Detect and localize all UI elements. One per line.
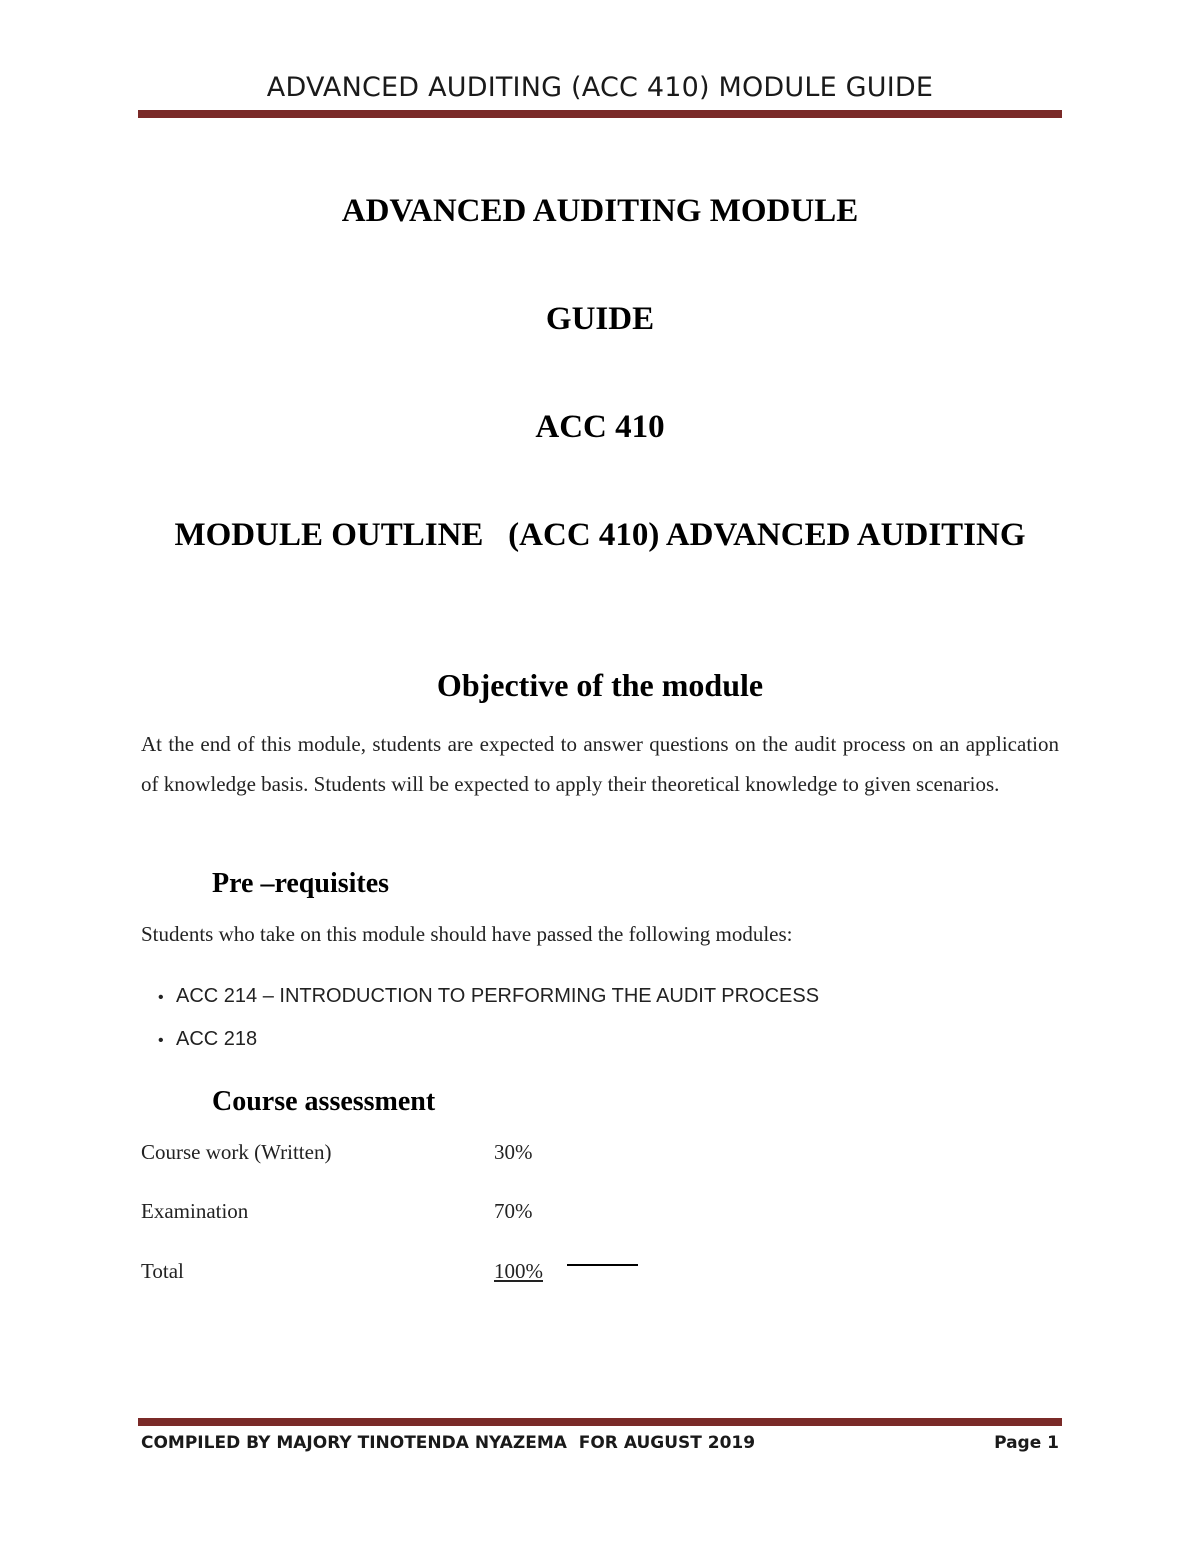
document-header-title: ADVANCED AUDITING (ACC 410) MODULE GUIDE xyxy=(266,72,934,103)
objective-heading: Objective of the module xyxy=(436,667,764,703)
footer-divider xyxy=(138,1418,1062,1426)
assessment-label: Examination xyxy=(141,1199,249,1223)
assessment-label: Total xyxy=(141,1259,184,1283)
module-outline-title: MODULE OUTLINE (ACC 410) ADVANCED AUDITING xyxy=(174,517,1026,553)
prerequisites-heading: Pre –requisites xyxy=(212,868,390,899)
prerequisites-intro: Students who take on this module should have passed the following modules: xyxy=(141,922,793,946)
assessment-weight: 30% xyxy=(494,1140,533,1164)
footer-compiled-by: COMPILED BY MAJORY TINOTENDA NYAZEMA FOR AUGUST 2019 xyxy=(141,1433,756,1453)
assessment-label: Course work (Written) xyxy=(141,1140,332,1164)
document-title-line-1: ADVANCED AUDITING MODULE xyxy=(341,193,859,229)
assessment-row xyxy=(141,1140,741,1170)
prerequisites-list xyxy=(158,981,819,1067)
assessment-total-weight: 100% xyxy=(494,1259,543,1283)
bullet-icon: • xyxy=(158,989,164,1006)
prerequisite-module-text: ACC 214 – INTRODUCTION TO PERFORMING THE AUDIT PROCESS xyxy=(176,985,820,1007)
prerequisite-module-text: ACC 218 xyxy=(176,1028,258,1050)
header-divider xyxy=(138,110,1062,118)
assessment-weight: 70% xyxy=(494,1199,533,1223)
objective-paragraph: At the end of this module, students are expected to answer questions on the audit process on an application of knowledge basis. Students will be expected to apply their theoretical knowledge to given scenarios. xyxy=(141,732,1059,796)
course-code-title: ACC 410 xyxy=(535,409,665,445)
assessment-total-row xyxy=(141,1259,741,1289)
assessment-row xyxy=(141,1199,741,1229)
bullet-icon: • xyxy=(158,1032,164,1049)
list-item xyxy=(158,1024,819,1067)
total-underline-rule xyxy=(567,1264,638,1266)
list-item xyxy=(158,981,819,1024)
document-title-line-2: GUIDE xyxy=(545,301,655,337)
page-number: Page 1 xyxy=(994,1433,1059,1453)
course-assessment-heading: Course assessment xyxy=(212,1086,436,1117)
